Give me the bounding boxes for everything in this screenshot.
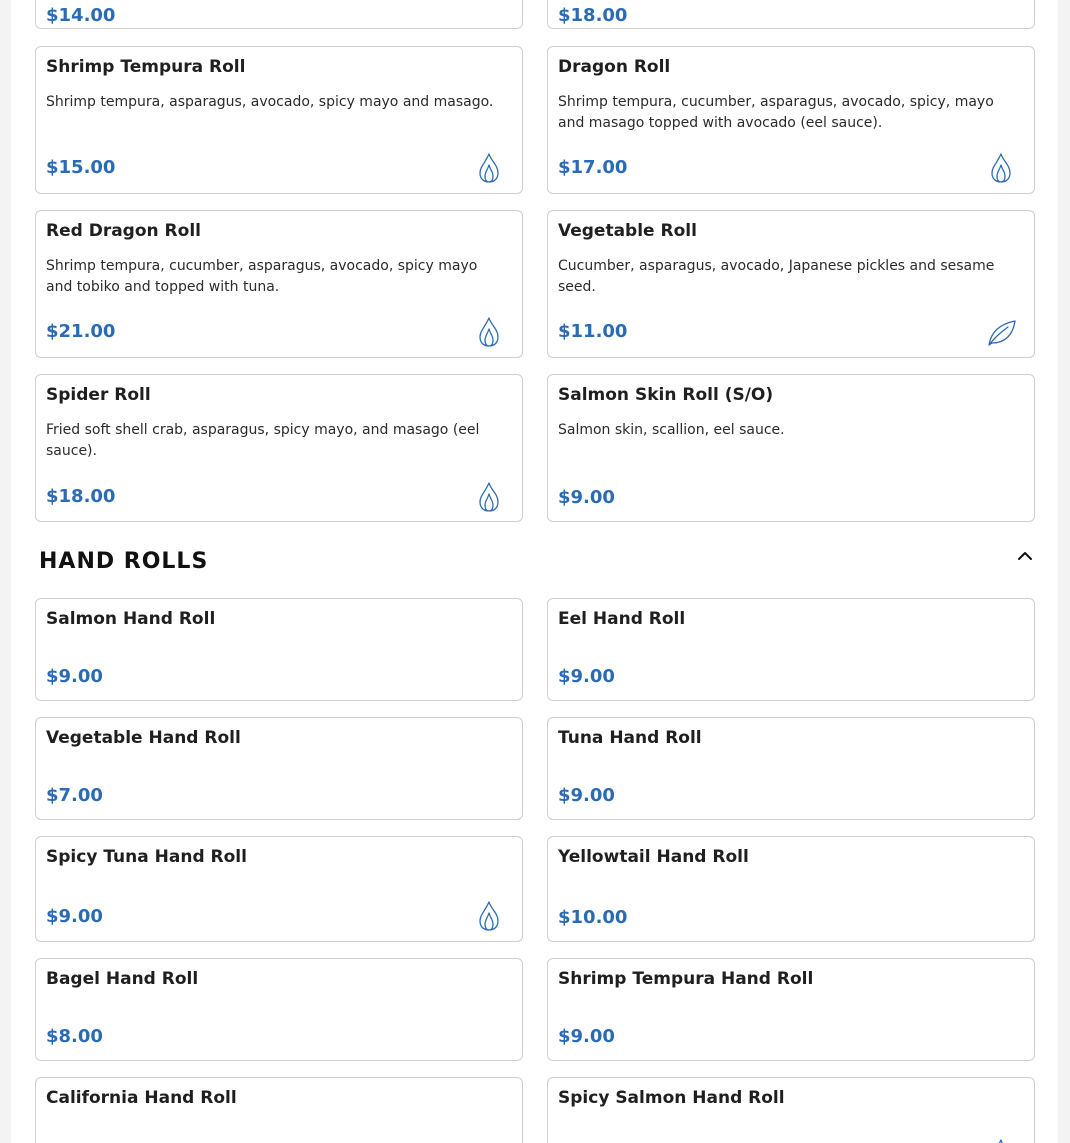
menu-item-card[interactable] (547, 374, 1035, 522)
item-price: $8.00 (46, 1026, 103, 1047)
item-price: $15.00 (46, 157, 116, 178)
menu-item-card[interactable] (35, 958, 523, 1061)
flame-icon (476, 316, 502, 348)
flame-icon (476, 481, 502, 513)
item-name: Eel Hand Roll (558, 609, 686, 629)
flame-icon (988, 1138, 1014, 1143)
item-price: $17.00 (558, 157, 628, 178)
chevron-up-icon[interactable] (1015, 546, 1035, 566)
menu-item-card[interactable] (35, 374, 523, 522)
menu-item-card[interactable] (547, 46, 1035, 194)
item-price: $7.00 (46, 785, 103, 806)
item-name: Red Dragon Roll (46, 221, 201, 241)
item-description: Shrimp tempura, cucumber, asparagus, avocado, spicy mayo and tobiko and topped with tuna. (46, 258, 478, 295)
item-description: Salmon skin, scallion, eel sauce. (558, 422, 785, 438)
menu-item-card[interactable] (35, 598, 523, 701)
item-name: Yellowtail Hand Roll (558, 847, 749, 867)
item-name: Vegetable Roll (558, 221, 697, 241)
item-name: Spider Roll (46, 385, 151, 405)
item-name: Vegetable Hand Roll (46, 728, 241, 748)
menu-item-card[interactable] (547, 836, 1035, 942)
item-price: $14.00 (46, 5, 116, 26)
menu-item-card[interactable] (547, 1077, 1035, 1143)
section-title-hand-rolls: HAND ROLLS (39, 549, 209, 574)
item-name: Salmon Skin Roll (S/O) (558, 385, 774, 405)
item-name: Spicy Tuna Hand Roll (46, 847, 247, 867)
menu-item-card[interactable] (35, 836, 523, 942)
item-price: $18.00 (558, 5, 628, 26)
item-name: Shrimp Tempura Roll (46, 57, 246, 77)
item-description: Fried soft shell crab, asparagus, spicy mayo, and masago (eel sauce). (46, 422, 480, 459)
menu-item-card[interactable] (35, 0, 523, 29)
item-price: $11.00 (558, 321, 628, 342)
item-price: $9.00 (46, 906, 103, 927)
item-name: Dragon Roll (558, 57, 671, 77)
leaf-icon (986, 316, 1018, 348)
menu-item-card[interactable] (547, 210, 1035, 358)
flame-icon (476, 152, 502, 184)
menu-item-card[interactable] (35, 46, 523, 194)
menu-item-card[interactable] (35, 717, 523, 820)
menu-item-card[interactable] (35, 1077, 523, 1143)
flame-icon (476, 900, 502, 932)
item-price: $9.00 (558, 1026, 615, 1047)
menu-item-card[interactable] (547, 958, 1035, 1061)
item-name: Tuna Hand Roll (558, 728, 702, 748)
item-name: Bagel Hand Roll (46, 969, 199, 989)
item-name: Shrimp Tempura Hand Roll (558, 969, 814, 989)
item-price: $9.00 (46, 666, 103, 687)
item-price: $21.00 (46, 321, 116, 342)
item-price: $9.00 (558, 487, 615, 508)
item-price: $10.00 (558, 907, 628, 928)
item-name: Salmon Hand Roll (46, 609, 216, 629)
item-price: $18.00 (46, 486, 116, 507)
item-description: Cucumber, asparagus, avocado, Japanese pickles and sesame seed. (558, 258, 995, 295)
menu-item-card[interactable] (547, 0, 1035, 29)
menu-item-card[interactable] (547, 598, 1035, 701)
item-name: Spicy Salmon Hand Roll (558, 1088, 785, 1108)
menu-item-card[interactable] (547, 717, 1035, 820)
flame-icon (988, 152, 1014, 184)
menu-page (11, 0, 1058, 1143)
item-description: Shrimp tempura, asparagus, avocado, spicy mayo and masago. (46, 94, 494, 110)
menu-item-card[interactable] (35, 210, 523, 358)
item-name: California Hand Roll (46, 1088, 237, 1108)
item-price: $9.00 (558, 666, 615, 687)
item-description: Shrimp tempura, cucumber, asparagus, avocado, spicy, mayo and masago topped with avocado (eel sauce). (558, 94, 994, 131)
item-price: $9.00 (558, 785, 615, 806)
